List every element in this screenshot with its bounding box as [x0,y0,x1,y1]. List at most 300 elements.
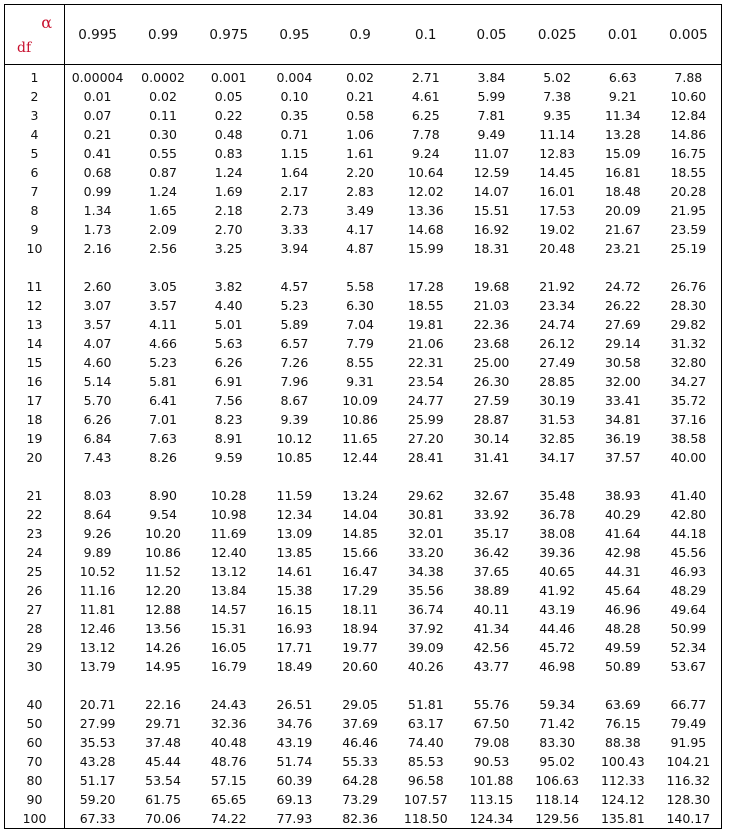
value-cell: 2.83 [346,184,375,199]
value-cell: 29.71 [145,716,181,731]
value-cell: 90.53 [473,754,510,769]
value-cell: 28.87 [473,412,510,427]
value-cell: 129.56 [535,811,580,826]
value-cell: 20.09 [604,203,641,218]
value-cell: 35.72 [670,393,707,408]
value-cell: 0.11 [149,108,177,123]
value-cell: 0.07 [83,108,112,123]
df-cell: 23 [5,524,65,543]
value-cell: 19.77 [342,640,378,655]
value-cell: 19.02 [539,222,576,237]
value-cell: 100.43 [600,754,645,769]
value-cell: 10.09 [342,393,378,408]
value-cell: 0.0002 [141,70,185,85]
value-cell: 0.02 [346,70,375,85]
value-cell: 0.02 [149,89,177,104]
df-cell: 1 [5,65,65,88]
value-cell: 2.60 [83,279,112,294]
df-cell: 12 [5,296,65,315]
value-cell: 33.92 [473,507,510,522]
value-cell: 0.99 [83,184,112,199]
table-row [5,524,722,543]
df-cell: 60 [5,733,65,752]
value-cell: 10.60 [670,89,707,104]
value-cell: 67.33 [79,811,116,826]
table-row [5,334,722,353]
value-cell: 11.52 [145,564,181,579]
value-cell: 85.53 [407,754,444,769]
value-cell: 2.09 [149,222,177,237]
table-row [5,239,722,258]
value-cell: 6.30 [346,298,375,313]
value-cell: 0.21 [83,127,112,142]
value-cell: 21.92 [539,279,576,294]
table-row [5,448,722,467]
value-cell: 10.20 [145,526,181,541]
value-cell: 76.15 [604,716,641,731]
group-spacer [5,258,722,277]
value-cell: 71.42 [539,716,576,731]
spacer-cell [5,467,65,486]
value-cell: 35.48 [539,488,576,503]
value-cell: 67.50 [473,716,510,731]
value-cell: 15.09 [604,146,641,161]
spacer-cell [65,467,722,486]
value-cell: 16.75 [670,146,707,161]
value-cell: 3.57 [83,317,112,332]
value-cell: 8.03 [83,488,112,503]
table-row [5,201,722,220]
value-cell: 36.19 [604,431,641,446]
table-row [5,125,722,144]
value-cell: 5.14 [83,374,112,389]
value-cell: 29.82 [670,317,707,332]
df-cell: 21 [5,486,65,505]
value-cell: 52.34 [670,640,707,655]
value-cell: 31.41 [473,450,510,465]
table-row [5,657,722,676]
value-cell: 140.17 [666,811,711,826]
df-cell: 17 [5,391,65,410]
table-row [5,106,722,125]
value-cell: 19.68 [473,279,510,294]
value-cell: 8.67 [280,393,309,408]
value-cell: 45.44 [145,754,181,769]
df-cell: 28 [5,619,65,638]
value-cell: 4.60 [83,355,112,370]
table-header [5,5,722,65]
value-cell: 37.92 [407,621,444,636]
value-cell: 35.17 [473,526,510,541]
df-cell: 70 [5,752,65,771]
value-cell: 27.99 [79,716,116,731]
value-cell: 42.80 [670,507,707,522]
value-cell: 16.15 [276,602,313,617]
alpha-header: 0.9 [327,5,393,65]
value-cell: 23.59 [670,222,707,237]
df-cell: 8 [5,201,65,220]
value-cell: 27.49 [539,355,576,370]
df-cell: 15 [5,353,65,372]
alpha-header: 0.005 [656,5,722,65]
value-cell: 19.81 [407,317,444,332]
value-cell: 61.75 [145,792,181,807]
value-cell: 5.23 [149,355,177,370]
df-cell: 29 [5,638,65,657]
value-cell: 118.50 [403,811,448,826]
value-cell: 40.29 [604,507,641,522]
value-cell: 20.28 [670,184,707,199]
value-cell: 13.36 [407,203,444,218]
value-cell: 3.82 [214,279,243,294]
value-cell: 1.24 [149,184,177,199]
value-cell: 8.55 [346,355,375,370]
value-cell: 69.13 [276,792,313,807]
value-cell: 12.84 [670,108,707,123]
value-cell: 44.18 [670,526,707,541]
value-cell: 2.20 [346,165,375,180]
value-cell: 28.30 [670,298,707,313]
value-cell: 124.12 [600,792,645,807]
value-cell: 32.00 [604,374,641,389]
value-cell: 79.08 [473,735,510,750]
value-cell: 28.85 [539,374,576,389]
value-cell: 43.77 [473,659,510,674]
value-cell: 51.81 [407,697,444,712]
value-cell: 32.80 [670,355,707,370]
value-cell: 53.67 [670,659,707,674]
value-cell: 12.88 [145,602,181,617]
value-cell: 32.36 [210,716,247,731]
value-cell: 42.98 [604,545,641,560]
group-spacer [5,676,722,695]
value-cell: 63.69 [604,697,641,712]
table-row [5,752,722,771]
value-cell: 10.52 [79,564,116,579]
value-cell: 40.11 [473,602,510,617]
value-cell: 1.65 [149,203,177,218]
value-cell: 14.57 [210,602,247,617]
value-cell: 34.38 [407,564,444,579]
value-cell: 41.40 [670,488,707,503]
value-cell: 8.64 [83,507,112,522]
value-cell: 7.38 [543,89,572,104]
value-cell: 4.61 [411,89,440,104]
value-cell: 35.56 [407,583,444,598]
value-cell: 7.43 [83,450,112,465]
value-cell: 15.38 [276,583,313,598]
value-cell: 0.05 [214,89,243,104]
value-cell: 6.91 [214,374,243,389]
value-cell: 135.81 [600,811,645,826]
value-cell: 34.17 [539,450,576,465]
value-cell: 18.55 [670,165,707,180]
df-cell: 4 [5,125,65,144]
value-cell: 6.25 [411,108,440,123]
alpha-header: 0.05 [459,5,525,65]
value-cell: 10.28 [210,488,247,503]
value-cell: 13.84 [210,583,247,598]
value-cell: 6.57 [280,336,309,351]
value-cell: 0.35 [280,108,309,123]
df-cell: 6 [5,163,65,182]
value-cell: 0.004 [276,70,313,85]
value-cell: 49.64 [670,602,707,617]
value-cell: 40.48 [210,735,247,750]
value-cell: 44.46 [539,621,576,636]
value-cell: 9.89 [83,545,112,560]
df-cell: 30 [5,657,65,676]
value-cell: 26.22 [604,298,641,313]
value-cell: 36.74 [407,602,444,617]
alpha-header: 0.95 [262,5,328,65]
value-cell: 3.33 [280,222,309,237]
value-cell: 0.71 [280,127,309,142]
value-cell: 6.63 [608,70,637,85]
value-cell: 41.64 [604,526,641,541]
table-row [5,543,722,562]
value-cell: 8.91 [214,431,243,446]
value-cell: 60.39 [276,773,313,788]
value-cell: 1.34 [83,203,112,218]
value-cell: 5.23 [280,298,309,313]
value-cell: 50.99 [670,621,707,636]
value-cell: 0.41 [83,146,112,161]
value-cell: 1.69 [214,184,243,199]
value-cell: 38.93 [604,488,641,503]
value-cell: 43.19 [539,602,576,617]
value-cell: 0.55 [149,146,177,161]
df-cell: 5 [5,144,65,163]
value-cell: 48.29 [670,583,707,598]
value-cell: 14.95 [145,659,181,674]
value-cell: 11.59 [276,488,313,503]
df-cell: 24 [5,543,65,562]
value-cell: 22.36 [473,317,510,332]
value-cell: 14.61 [276,564,313,579]
value-cell: 11.07 [473,146,510,161]
value-cell: 2.56 [149,241,177,256]
value-cell: 10.85 [276,450,313,465]
value-cell: 23.21 [604,241,641,256]
value-cell: 26.12 [539,336,576,351]
value-cell: 38.08 [539,526,576,541]
value-cell: 5.58 [346,279,375,294]
value-cell: 10.12 [276,431,313,446]
value-cell: 13.12 [210,564,247,579]
value-cell: 21.67 [604,222,641,237]
df-cell: 16 [5,372,65,391]
value-cell: 13.79 [79,659,116,674]
value-cell: 46.98 [539,659,576,674]
value-cell: 5.01 [214,317,243,332]
value-cell: 4.07 [83,336,112,351]
value-cell: 27.69 [604,317,641,332]
df-cell: 50 [5,714,65,733]
value-cell: 15.99 [407,241,444,256]
value-cell: 13.56 [145,621,181,636]
value-cell: 14.26 [145,640,181,655]
value-cell: 74.40 [407,735,444,750]
value-cell: 12.34 [276,507,313,522]
table-row [5,87,722,106]
spacer-cell [65,258,722,277]
value-cell: 2.18 [214,203,243,218]
value-cell: 46.93 [670,564,707,579]
value-cell: 9.59 [214,450,243,465]
value-cell: 77.93 [276,811,313,826]
table-row [5,581,722,600]
value-cell: 39.09 [407,640,444,655]
df-cell: 13 [5,315,65,334]
value-cell: 37.57 [604,450,641,465]
value-cell: 7.63 [149,431,177,446]
value-cell: 9.49 [477,127,506,142]
value-cell: 7.81 [477,108,506,123]
value-cell: 12.83 [539,146,576,161]
value-cell: 35.53 [79,735,116,750]
value-cell: 30.19 [539,393,576,408]
value-cell: 104.21 [666,754,711,769]
value-cell: 0.00004 [71,70,124,85]
value-cell: 26.51 [276,697,313,712]
value-cell: 20.71 [79,697,116,712]
value-cell: 96.58 [407,773,444,788]
value-cell: 1.06 [346,127,375,142]
value-cell: 11.16 [79,583,116,598]
value-cell: 3.94 [280,241,309,256]
table-row [5,733,722,752]
value-cell: 18.55 [407,298,444,313]
value-cell: 55.33 [342,754,378,769]
value-cell: 7.79 [346,336,375,351]
value-cell: 5.02 [543,70,572,85]
value-cell: 43.19 [276,735,313,750]
alpha-header: 0.995 [65,5,131,65]
value-cell: 25.19 [670,241,707,256]
value-cell: 16.47 [342,564,378,579]
value-cell: 17.29 [342,583,378,598]
value-cell: 43.28 [79,754,116,769]
value-cell: 12.40 [210,545,247,560]
value-cell: 13.24 [342,488,378,503]
value-cell: 79.49 [670,716,707,731]
value-cell: 112.33 [600,773,645,788]
value-cell: 4.40 [214,298,243,313]
value-cell: 4.66 [149,336,177,351]
value-cell: 6.26 [83,412,112,427]
value-cell: 8.26 [149,450,177,465]
value-cell: 3.84 [477,70,506,85]
df-cell: 100 [5,809,65,829]
table-body [5,65,722,829]
table-row [5,372,722,391]
table-row [5,695,722,714]
value-cell: 55.76 [473,697,510,712]
value-cell: 1.61 [346,146,375,161]
value-cell: 23.68 [473,336,510,351]
value-cell: 45.72 [539,640,576,655]
value-cell: 10.86 [145,545,181,560]
value-cell: 7.88 [674,70,703,85]
value-cell: 36.42 [473,545,510,560]
value-cell: 16.79 [210,659,247,674]
value-cell: 44.31 [604,564,641,579]
value-cell: 30.81 [407,507,444,522]
value-cell: 59.20 [79,792,116,807]
alpha-symbol: α [41,13,52,32]
table-row [5,714,722,733]
group-spacer [5,467,722,486]
value-cell: 5.99 [477,89,506,104]
value-cell: 34.27 [670,374,707,389]
value-cell: 53.54 [145,773,181,788]
value-cell: 46.96 [604,602,641,617]
value-cell: 3.49 [346,203,375,218]
value-cell: 38.58 [670,431,707,446]
value-cell: 20.60 [342,659,378,674]
value-cell: 0.21 [346,89,375,104]
value-cell: 51.74 [276,754,313,769]
value-cell: 88.38 [604,735,641,750]
table-row [5,809,722,829]
value-cell: 37.69 [342,716,378,731]
value-cell: 16.01 [539,184,576,199]
value-cell: 25.99 [407,412,444,427]
value-cell: 18.11 [342,602,378,617]
value-cell: 7.56 [214,393,243,408]
value-cell: 13.09 [276,526,313,541]
value-cell: 15.66 [342,545,378,560]
value-cell: 1.15 [280,146,309,161]
value-cell: 57.15 [210,773,247,788]
alpha-header: 0.01 [590,5,656,65]
value-cell: 45.64 [604,583,641,598]
value-cell: 3.57 [149,298,177,313]
value-cell: 34.81 [604,412,641,427]
table-row [5,410,722,429]
spacer-cell [65,676,722,695]
value-cell: 51.17 [79,773,116,788]
value-cell: 9.54 [149,507,177,522]
value-cell: 59.34 [539,697,576,712]
df-cell: 40 [5,695,65,714]
value-cell: 2.17 [280,184,309,199]
header-row [5,5,722,65]
value-cell: 16.81 [604,165,641,180]
value-cell: 26.30 [473,374,510,389]
alpha-header: 0.975 [196,5,262,65]
table-row [5,429,722,448]
value-cell: 95.02 [539,754,576,769]
table-row [5,505,722,524]
table-row [5,600,722,619]
value-cell: 65.65 [210,792,247,807]
value-cell: 46.46 [342,735,378,750]
table-row [5,391,722,410]
value-cell: 74.22 [210,811,247,826]
df-cell: 26 [5,581,65,600]
value-cell: 29.62 [407,488,444,503]
table-row [5,771,722,790]
value-cell: 113.15 [469,792,514,807]
value-cell: 32.01 [407,526,444,541]
table-row [5,65,722,88]
df-cell: 7 [5,182,65,201]
value-cell: 24.77 [407,393,444,408]
value-cell: 4.11 [149,317,177,332]
value-cell: 5.70 [83,393,112,408]
